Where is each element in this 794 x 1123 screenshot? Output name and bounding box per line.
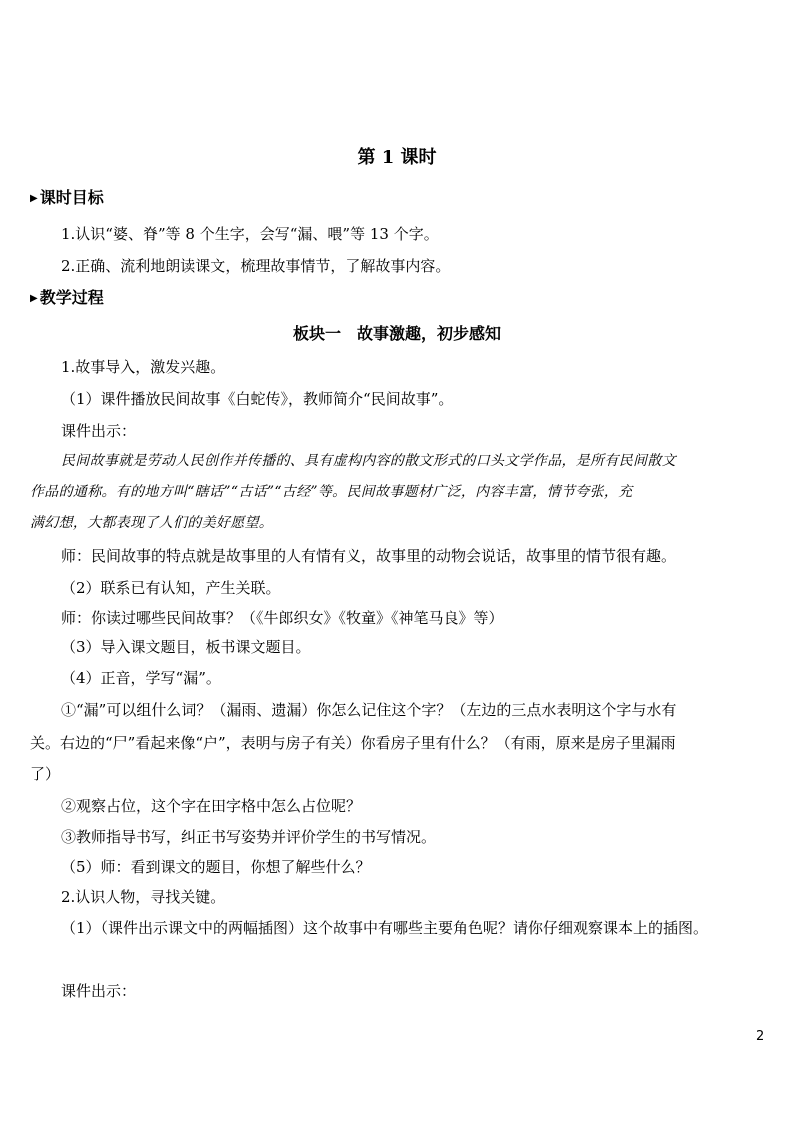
goal-item: 1.认识“婆、脊”等 8 个生字，会写“漏、喂”等 13 个字。 — [61, 225, 439, 243]
body-line: （1）课件播放民间故事《白蛇传》，教师简介“民间故事”。 — [61, 390, 454, 408]
body-line: 2.认识人物，寻找关键。 — [61, 888, 226, 906]
body-line: 师：你读过哪些民间故事？（《牛郎织女》《牧童》《神笔马良》等） — [61, 609, 504, 627]
body-line: （3）导入课文题目，板书课文题目。 — [61, 638, 311, 656]
quote-line: 作品的通称。有的地方叫“瞎话”“古话”“古经”等。民间故事题材广泛，内容丰富，情节夸张，充 — [30, 484, 633, 500]
goals-heading-text: 课时目标 — [39, 188, 104, 207]
block-title: 板块一 故事激趣，初步感知 — [292, 324, 501, 343]
triangle-marker-icon: ▶ — [30, 293, 38, 304]
triangle-marker-icon: ▶ — [30, 193, 38, 204]
body-line: 师：民间故事的特点就是故事里的人有情有义，故事里的动物会说话，故事里的情节很有趣。 — [61, 547, 677, 565]
body-line: ③教师指导书写，纠正书写姿势并评价学生的书写情况。 — [61, 828, 437, 846]
body-line: ②观察占位，这个字在田字格中怎么占位呢？ — [61, 797, 362, 815]
lesson-title: 第 1 课时 — [357, 147, 437, 168]
para-line: 关。右边的“尸”看起来像“户”，表明与房子有关）你看房子里有什么？（有雨，原来是房子里漏雨 — [30, 734, 676, 752]
body-line: 1.故事导入，激发兴趣。 — [61, 358, 226, 376]
body-line: （2）联系已有认知，产生关联。 — [61, 579, 281, 597]
para-line: 了） — [30, 765, 61, 783]
quote-line: 满幻想，大都表现了人们的美好愿望。 — [30, 515, 274, 531]
page-number: 2 — [756, 1029, 765, 1044]
quote-line: 民间故事就是劳动人民创作并传播的、具有虚构内容的散文形式的口头文学作品，是所有民间散文 — [61, 453, 676, 469]
process-heading-text: 教学过程 — [39, 288, 104, 307]
body-line: 课件出示： — [61, 422, 137, 440]
goals-heading — [30, 187, 104, 210]
body-line: （4）正音，学写“漏”。 — [61, 669, 221, 687]
para-line: ①“漏”可以组什么词？（漏雨、遗漏）你怎么记住这个字？（左边的三点水表明这个字与水有 — [61, 701, 677, 719]
body-line: 课件出示： — [61, 982, 137, 1000]
process-heading — [30, 287, 104, 310]
body-line: （1）（课件出示课文中的两幅插图）这个故事中有哪些主要角色呢？请你仔细观察课本上的插图。 — [61, 919, 709, 937]
goal-item: 2.正确、流利地朗读课文，梳理故事情节，了解故事内容。 — [61, 257, 451, 275]
body-line: （5）师：看到课文的题目，你想了解些什么？ — [61, 858, 371, 876]
